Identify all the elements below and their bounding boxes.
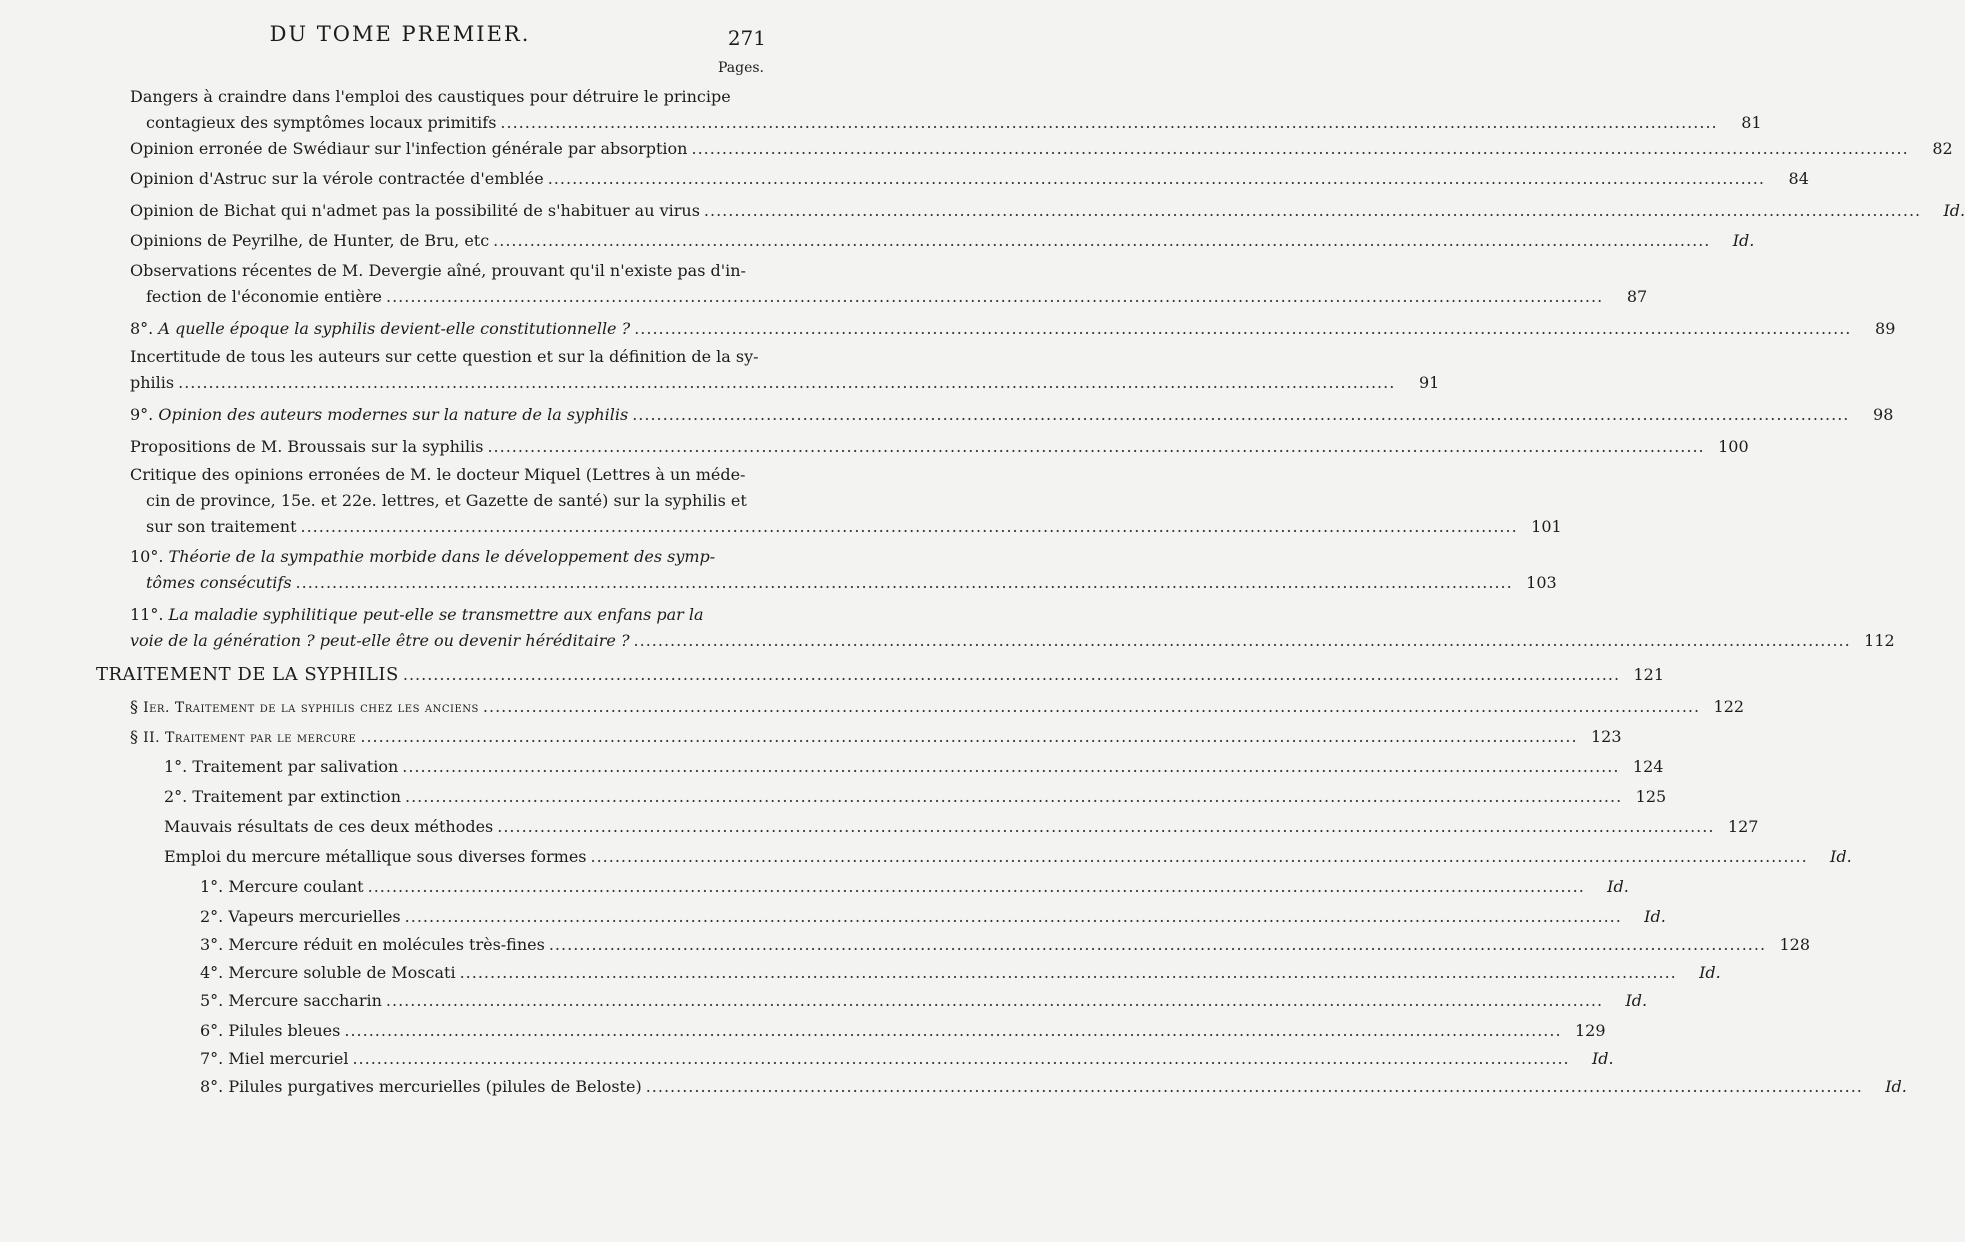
toc-entry-text: 6°. Pilules bleues <box>200 1021 341 1040</box>
dot-leader: ........................................................................................................................................................................................................ <box>548 935 1767 954</box>
toc-page-number: 91 <box>1418 373 1440 392</box>
toc-page-number: 128 <box>1779 935 1811 954</box>
dot-leader: ........................................................................................................................................................................................................ <box>493 231 1711 250</box>
toc-entry-text: 4°. Mercure soluble de Moscati <box>200 963 456 982</box>
toc-entry <box>0 960 1721 986</box>
dot-leader: ........................................................................................................................................................................................................ <box>632 405 1850 424</box>
toc-entry <box>0 1018 1606 1044</box>
toc-entry <box>0 694 1745 721</box>
toc-entry-text: Observations récentes de M. Devergie aîné, prouvant qu'il n'existe pas d'in- <box>130 261 746 280</box>
toc-entry <box>0 136 1953 162</box>
toc-page-number: 87 <box>1626 287 1648 306</box>
dot-leader: ........................................................................................................................................................................................................ <box>645 1077 1863 1096</box>
toc-entry <box>0 344 1440 396</box>
toc-entry-text: Opinion d'Astruc sur la vérole contractée d'emblée <box>130 169 544 188</box>
toc-entry-text: 8°. Pilules purgatives mercurielles (pilules de Beloste) <box>200 1077 642 1096</box>
toc-page-number: Id. <box>1943 201 1965 220</box>
toc-page-number: 123 <box>1591 727 1622 746</box>
toc-page-number: 81 <box>1741 113 1762 132</box>
dot-leader: ........................................................................................................................................................................................................ <box>703 201 1922 220</box>
dot-leader: ........................................................................................................................................................................................................ <box>344 1021 1562 1040</box>
toc-entry <box>0 1046 1614 1072</box>
toc-entry <box>0 814 1759 840</box>
toc-entry-text: Opinion erronée de Swédiaur sur l'infection générale par absorption <box>130 139 688 158</box>
toc-entry-text: 3°. Mercure réduit en molécules très-fines <box>200 935 545 954</box>
toc-entry-text: 1°. Mercure coulant <box>200 877 364 896</box>
dot-leader: ........................................................................................................................................................................................................ <box>402 665 1621 684</box>
toc-page-number: 122 <box>1713 697 1745 716</box>
dot-leader: ........................................................................................................................................................................................................ <box>500 113 1718 132</box>
toc-entry <box>0 724 1622 751</box>
toc-entry-text: 2°. Traitement par extinction <box>164 787 401 806</box>
running-head: DU TOME PREMIER. <box>269 22 531 46</box>
toc-entry <box>0 874 1629 900</box>
toc-entry-text: sur son traitement <box>146 517 297 536</box>
dot-leader: ........................................................................................................................................................................................................ <box>482 697 1701 716</box>
toc-page-number: 129 <box>1575 1021 1606 1040</box>
toc-page-number: Id. <box>1591 1049 1614 1068</box>
toc-page-number: Id. <box>1644 907 1666 926</box>
toc-entry-text: voie de la génération ? peut-elle être ou devenir héréditaire ? <box>130 631 630 650</box>
toc-entry-text: Dangers à craindre dans l'emploi des caustiques pour détruire le principe <box>130 87 731 106</box>
toc-entry-text: Critique des opinions erronées de M. le docteur Miquel (Lettres à un méde- <box>130 465 746 484</box>
toc-page-number: 89 <box>1875 319 1896 338</box>
toc-entry-text: TRAITEMENT DE LA SYPHILIS <box>96 664 399 685</box>
toc-entry-text: 5°. Mercure saccharin <box>200 991 382 1010</box>
toc-entry-text: Opinions de Peyrilhe, de Hunter, de Bru, etc <box>130 231 490 250</box>
toc-entry <box>0 904 1666 930</box>
toc-entry <box>0 662 1665 688</box>
toc-page-number: 84 <box>1788 169 1809 188</box>
toc-entry <box>0 462 1562 540</box>
dot-leader: ........................................................................................................................................................................................................ <box>691 139 1909 158</box>
toc-entry-text: Emploi du mercure métallique sous diverses formes <box>164 847 587 866</box>
toc-entry <box>0 228 1755 254</box>
toc-entry-text: tômes consécutifs <box>146 573 292 592</box>
toc-entry <box>0 1074 1907 1100</box>
toc-entry <box>0 932 1811 958</box>
toc-page-number: 125 <box>1635 787 1667 806</box>
toc-entry-text: 2°. Vapeurs mercurielles <box>200 907 401 926</box>
page-number: 271 <box>727 26 766 50</box>
toc-entry <box>0 166 1809 192</box>
dot-leader: ........................................................................................................................................................................................................ <box>385 287 1604 306</box>
dot-leader: ........................................................................................................................................................................................................ <box>590 847 1808 866</box>
toc-entry <box>0 198 1965 224</box>
toc-entry-text: § Ier. Traitement de la syphilis chez les anciens <box>130 697 479 716</box>
toc-entry-text: fection de l'économie entière <box>146 287 382 306</box>
toc-entry <box>0 402 1894 428</box>
dot-leader: ........................................................................................................................................................................................................ <box>405 787 1623 806</box>
toc-entry-text: contagieux des symptômes locaux primitifs <box>146 113 497 132</box>
toc-entry-text: 10°. Théorie de la sympathie morbide dans le développement des symp- <box>130 547 716 566</box>
dot-leader: ........................................................................................................................................................................................................ <box>402 757 1620 776</box>
toc-entry-text: Incertitude de tous les auteurs sur cette question et sur la définition de la sy- <box>130 347 759 366</box>
toc-entry <box>0 544 1557 596</box>
toc-page-number: 121 <box>1633 665 1665 684</box>
dot-leader: ........................................................................................................................................................................................................ <box>633 631 1851 650</box>
toc-entry-text: Opinion de Bichat qui n'admet pas la possibilité de s'habituer au virus <box>130 201 700 220</box>
dot-leader: ........................................................................................................................................................................................................ <box>634 319 1852 338</box>
toc-entry <box>0 434 1749 460</box>
toc-entry <box>0 316 1896 342</box>
toc-entry <box>0 784 1667 810</box>
toc-page-number: 100 <box>1718 437 1749 456</box>
toc-page-number: Id. <box>1885 1077 1907 1096</box>
toc-entry-text: 8°. A quelle époque la syphilis devient-elle constitutionnelle ? <box>130 319 631 338</box>
toc-entry-text: § II. Traitement par le mercure <box>130 727 357 746</box>
toc-page-number: Id. <box>1607 877 1629 896</box>
toc-page-number: 101 <box>1531 517 1562 536</box>
toc-entry-text: philis <box>130 373 175 392</box>
toc-entry-text: 9°. Opinion des auteurs modernes sur la nature de la syphilis <box>130 405 629 424</box>
toc-page-number: Id. <box>1625 991 1648 1010</box>
toc-page-number: Id. <box>1732 231 1755 250</box>
toc-page-number: 124 <box>1632 757 1664 776</box>
toc-page-number: Id. <box>1699 963 1721 982</box>
dot-leader: ........................................................................................................................................................................................................ <box>404 907 1622 926</box>
toc-page-number: 103 <box>1526 573 1557 592</box>
dot-leader: ........................................................................................................................................................................................................ <box>547 169 1765 188</box>
toc-entry <box>0 84 1762 136</box>
toc-page-number: 82 <box>1932 139 1953 158</box>
dot-leader: ........................................................................................................................................................................................................ <box>497 817 1715 836</box>
toc-page-number: 98 <box>1873 405 1894 424</box>
toc-page-number: 112 <box>1864 631 1895 650</box>
toc-entry-text: Propositions de M. Broussais sur la syphilis <box>130 437 484 456</box>
toc-entry-text: 7°. Miel mercuriel <box>200 1049 349 1068</box>
toc-entry-text: 11°. La maladie syphilitique peut-elle se transmettre aux enfans par la <box>130 605 704 624</box>
toc-entry <box>0 258 1648 310</box>
dot-leader: ........................................................................................................................................................................................................ <box>459 963 1677 982</box>
dot-leader: ........................................................................................................................................................................................................ <box>352 1049 1570 1068</box>
dot-leader: ........................................................................................................................................................................................................ <box>300 517 1518 536</box>
toc-page-number: Id. <box>1830 847 1852 866</box>
toc-entry-text: cin de province, 15e. et 22e. lettres, et Gazette de santé) sur la syphilis et <box>146 491 747 510</box>
toc-entry-text: Mauvais résultats de ces deux méthodes <box>164 817 494 836</box>
pages-column-label: Pages. <box>717 60 764 76</box>
dot-leader: ........................................................................................................................................................................................................ <box>487 437 1705 456</box>
toc-page-number: 127 <box>1727 817 1759 836</box>
dot-leader: ........................................................................................................................................................................................................ <box>295 573 1513 592</box>
toc-entry <box>0 988 1648 1014</box>
toc-entry <box>0 602 1895 654</box>
toc-entry <box>0 754 1664 780</box>
dot-leader: ........................................................................................................................................................................................................ <box>178 373 1396 392</box>
toc-entry-text: 1°. Traitement par salivation <box>164 757 399 776</box>
toc-entry <box>0 844 1852 870</box>
dot-leader: ........................................................................................................................................................................................................ <box>367 877 1585 896</box>
dot-leader: ........................................................................................................................................................................................................ <box>385 991 1604 1010</box>
dot-leader: ........................................................................................................................................................................................................ <box>360 727 1578 746</box>
